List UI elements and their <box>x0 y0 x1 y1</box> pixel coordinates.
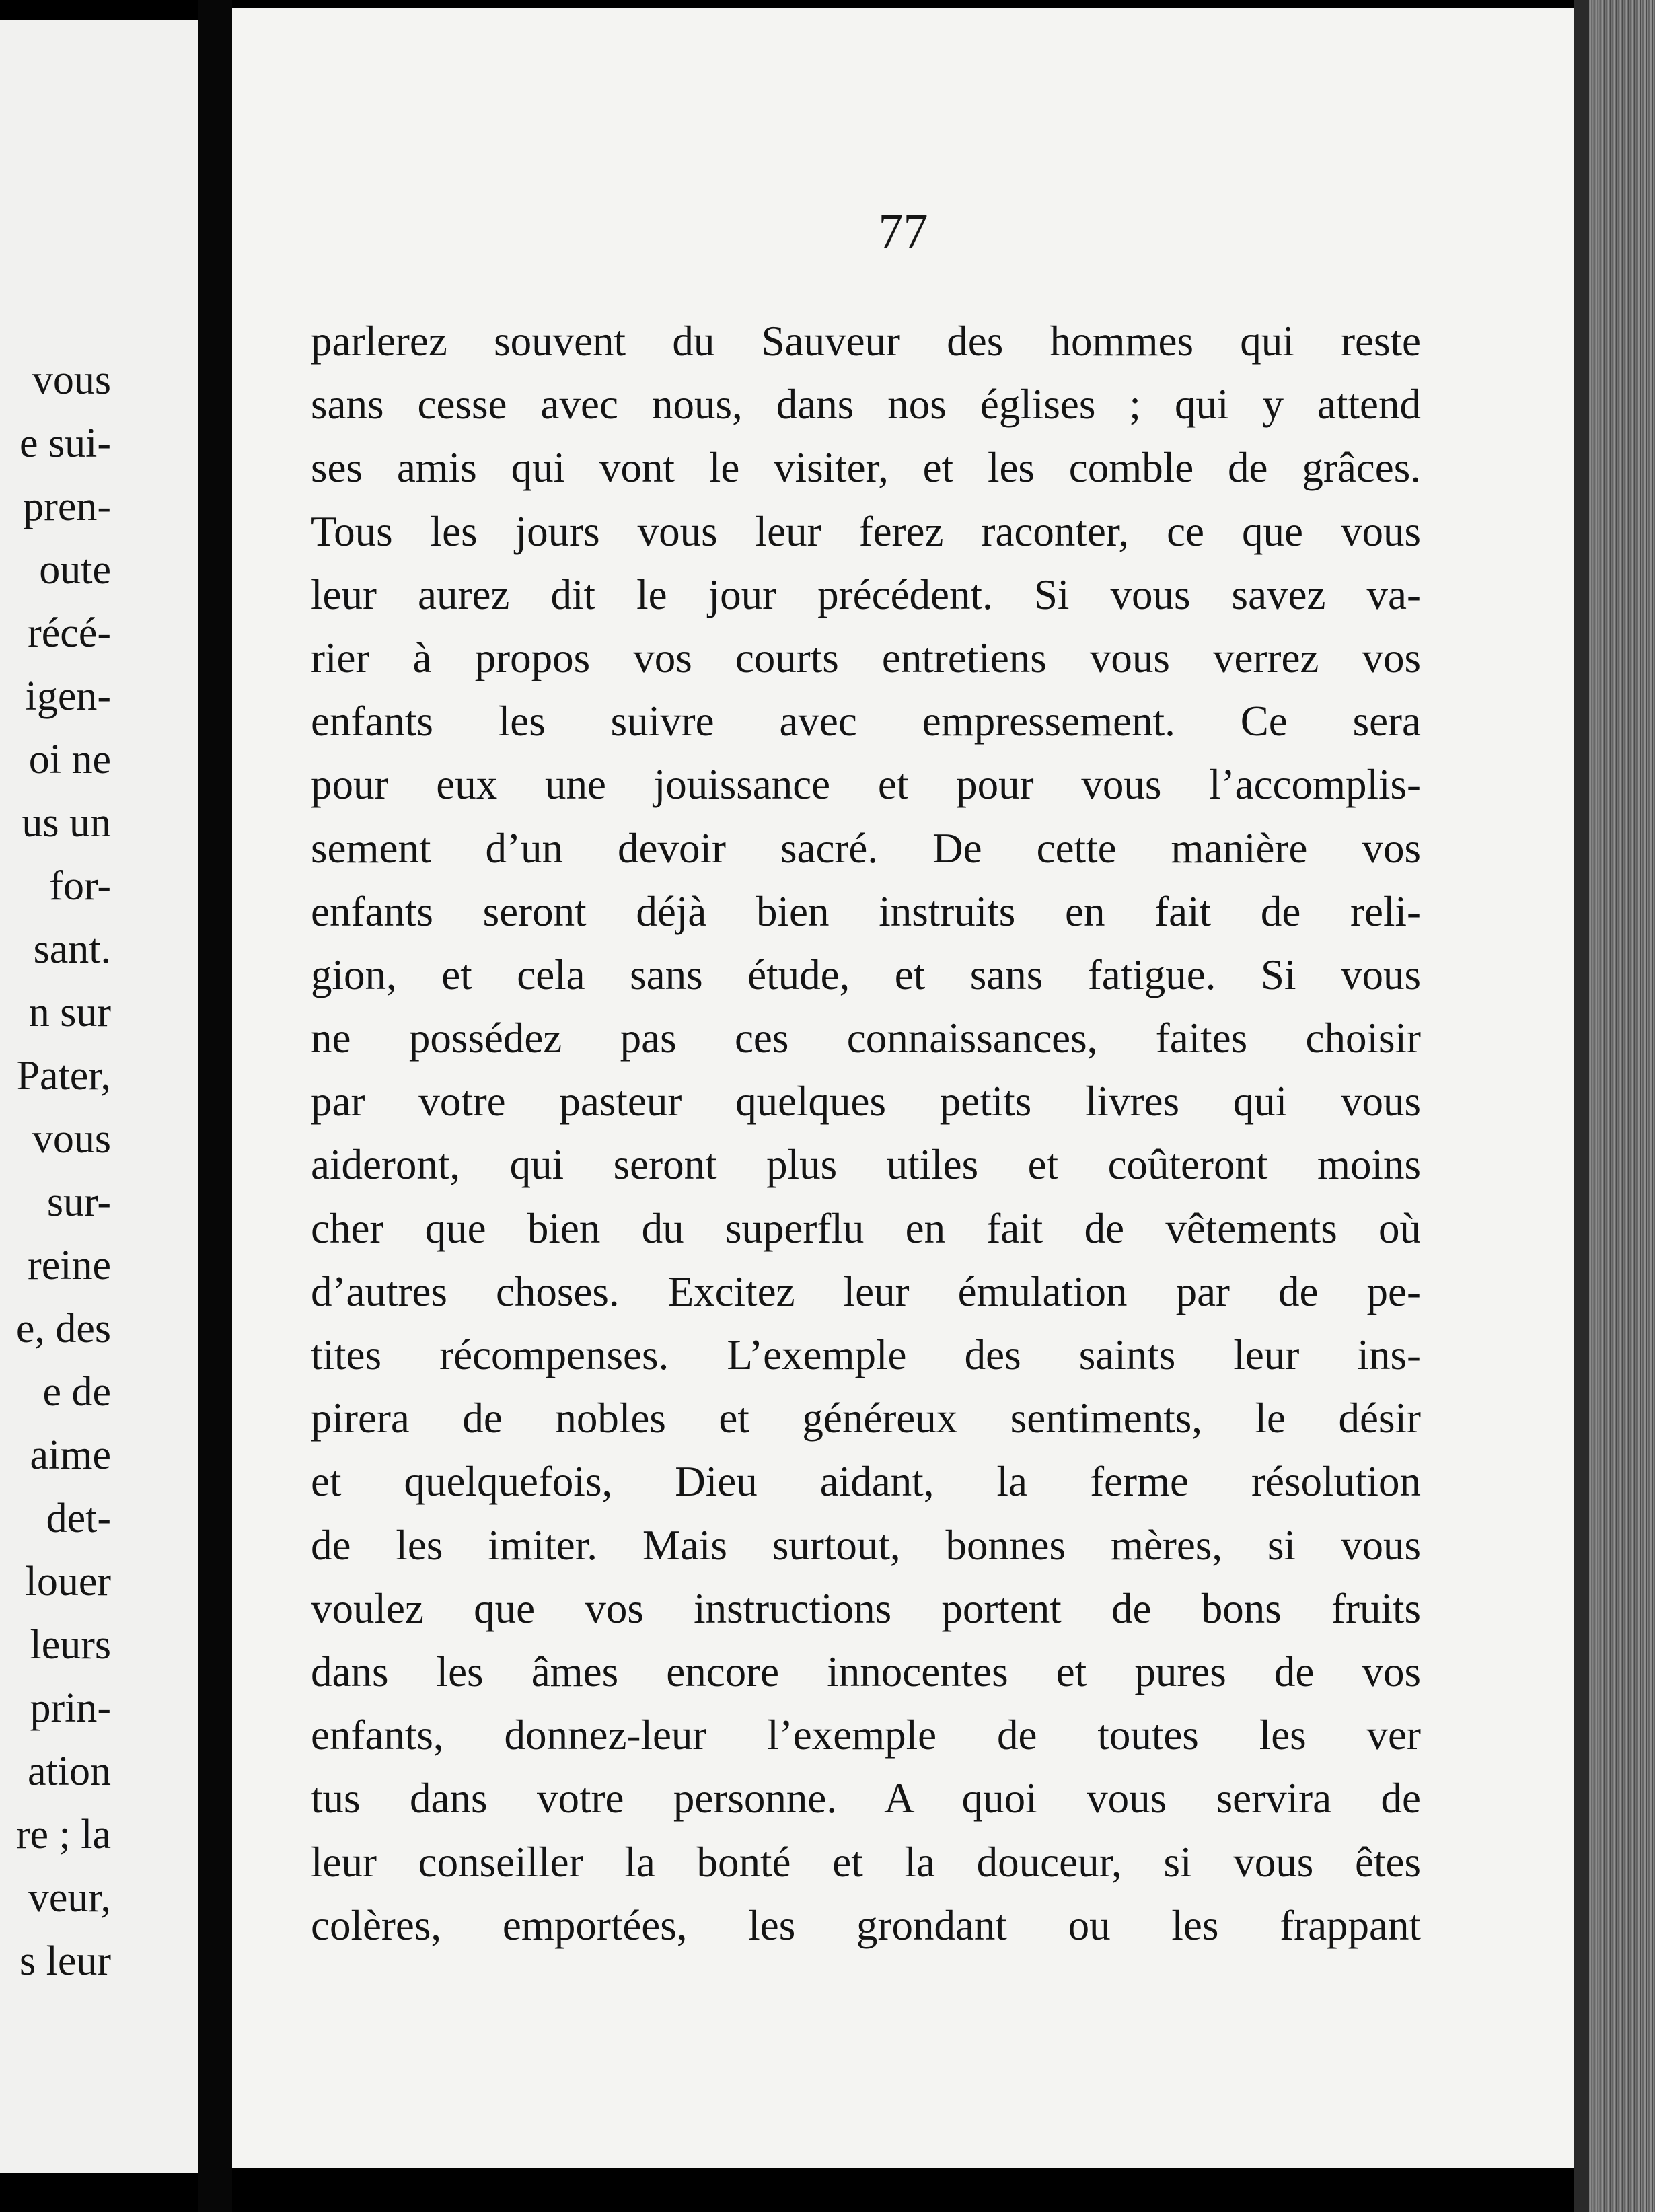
left-page-line: sur- <box>46 1179 111 1225</box>
left-page-line: ation <box>28 1748 111 1794</box>
text-line: Tous les jours vous leur ferez raconter, ce que vous <box>311 507 1421 555</box>
text-line: leur aurez dit le jour précédent. Si vous savez va- <box>311 570 1421 618</box>
left-page-line: s leur <box>19 1938 111 1984</box>
left-page-line: vous <box>32 357 111 403</box>
left-page-line: us un <box>22 800 111 846</box>
left-page-line: reine <box>28 1243 111 1288</box>
text-line: pour eux une jouissance et pour vous l’accomplis- <box>311 761 1421 809</box>
text-line: pirera de nobles et généreux sentiments, le désir <box>311 1395 1421 1442</box>
left-page-line: veur, <box>28 1875 111 1921</box>
text-line: ne possédez pas ces connaissances, faites choisir <box>311 1015 1421 1062</box>
left-page-line: pren- <box>23 484 111 529</box>
left-page-line: leurs <box>30 1622 111 1668</box>
text-line: aideront, qui seront plus utiles et coûteront moins <box>311 1141 1421 1189</box>
text-line: enfants les suivre avec empressement. Ce sera <box>311 698 1421 745</box>
page-body-text <box>311 309 1421 1957</box>
left-page-line: igen- <box>25 673 111 719</box>
left-page-line: e sui- <box>19 420 111 466</box>
left-page-line: louer <box>25 1559 111 1605</box>
text-line: d’autres choses. Excitez leur émulation par de pe- <box>311 1267 1421 1315</box>
left-page-line: det- <box>46 1496 111 1541</box>
left-page-text <box>16 348 111 1993</box>
left-page-line: vous <box>32 1116 111 1162</box>
left-page-line: oute <box>39 547 111 593</box>
page-number: 77 <box>878 204 928 259</box>
left-page-line: for- <box>49 863 111 909</box>
left-page-line: Pater, <box>16 1053 111 1099</box>
text-line: tites récompenses. L’exemple des saints leur ins- <box>311 1331 1421 1378</box>
text-line: voulez que vos instructions portent de bons fruits <box>311 1584 1421 1632</box>
text-line: de les imiter. Mais surtout, bonnes mères, si vous <box>311 1521 1421 1569</box>
left-page-line: e, des <box>15 1306 111 1352</box>
left-page-fragment <box>0 20 203 2173</box>
left-page-line: re ; la <box>15 1812 111 1857</box>
text-line: par votre pasteur quelques petits livres qui vous <box>311 1078 1421 1126</box>
text-line: ses amis qui vont le visiter, et les comble de grâces. <box>311 444 1421 492</box>
text-line: et quelquefois, Dieu aidant, la ferme résolution <box>311 1458 1421 1506</box>
text-line: enfants seront déjà bien instruits en fait de reli- <box>311 887 1421 935</box>
left-page-line: e de <box>42 1369 111 1415</box>
left-page-line: sant. <box>33 926 111 972</box>
text-line: enfants, donnez-leur l’exemple de toutes les ver <box>311 1711 1421 1759</box>
left-page-line: oi ne <box>28 737 111 782</box>
text-line: sans cesse avec nous, dans nos églises ; qui y attend <box>311 381 1421 429</box>
text-line: rier à propos vos courts entretiens vous verrez vos <box>311 634 1421 681</box>
text-line: colères, emportées, les grondant ou les frappant <box>311 1901 1421 1949</box>
main-page <box>232 8 1574 2168</box>
left-page-line: aime <box>30 1432 111 1478</box>
text-line: leur conseiller la bonté et la douceur, si vous êtes <box>311 1838 1421 1886</box>
text-line: tus dans votre personne. A quoi vous servira de <box>311 1775 1421 1822</box>
book-gutter <box>198 0 232 2212</box>
text-line: parlerez souvent du Sauveur des hommes qui reste <box>311 318 1421 365</box>
text-line: sement d’un devoir sacré. De cette manière vos <box>311 824 1421 872</box>
text-line: dans les âmes encore innocentes et pures de vos <box>311 1648 1421 1695</box>
text-line: gion, et cela sans étude, et sans fatigue. Si vous <box>311 951 1421 998</box>
fore-edge-shadow <box>1574 0 1589 2212</box>
text-line: cher que bien du superflu en fait de vêtements où <box>311 1204 1421 1252</box>
left-page-line: prin- <box>30 1685 111 1731</box>
left-page-line: n sur <box>28 990 111 1035</box>
left-page-line: récé- <box>28 610 111 656</box>
